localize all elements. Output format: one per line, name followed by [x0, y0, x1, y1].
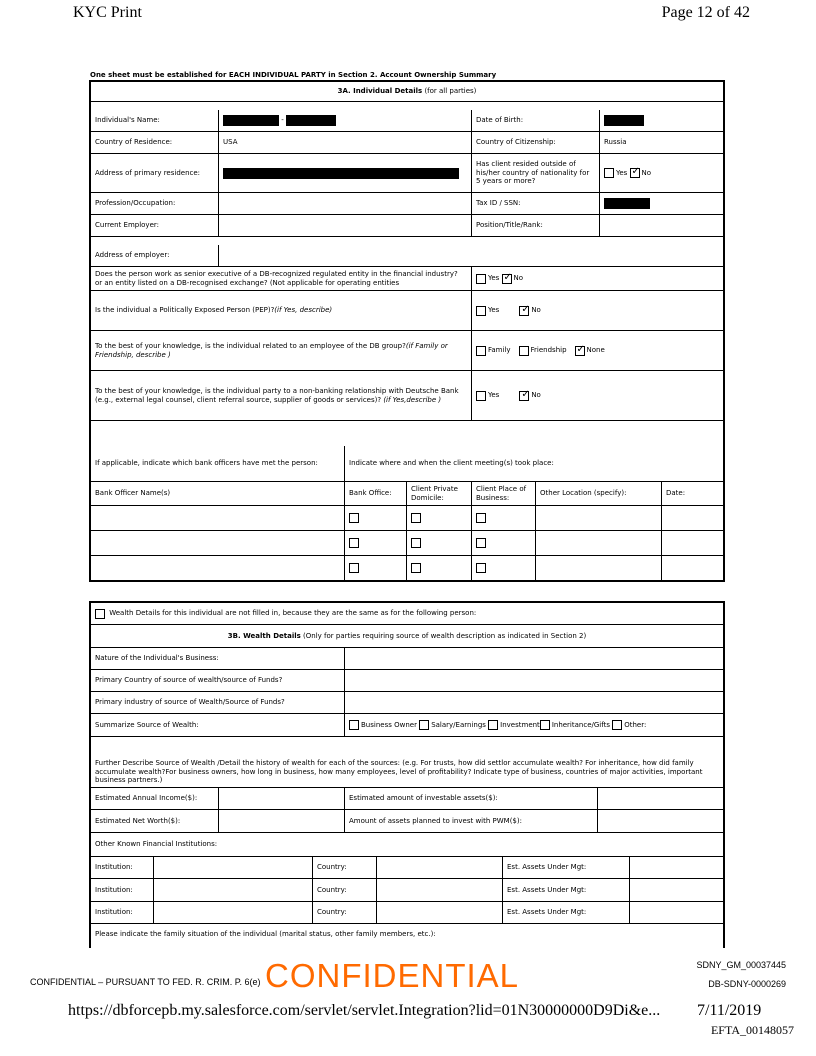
address-value — [218, 154, 471, 192]
confidential-notice: CONFIDENTIAL – PURSUANT TO FED. R. CRIM. P. 6(e) — [30, 977, 261, 987]
institution-label: Institution: — [95, 885, 133, 894]
nature-label: Nature of the Individual's Business: — [95, 654, 219, 663]
party-row — [91, 371, 723, 421]
outside-no-checkbox[interactable] — [630, 168, 640, 178]
employer-address-label: Address of employer: — [95, 251, 170, 260]
party-question-text: To the best of your knowledge, is the individual party to a non-banking relationship with Deutsche Bank (e.g., external legal counsel, client referral source, supplier of goods or services)? — [95, 386, 459, 404]
institution-value[interactable] — [153, 902, 312, 923]
print-header-title: KYC Print — [73, 4, 142, 21]
related-options — [471, 331, 723, 370]
none-label: None — [586, 346, 605, 355]
related-question — [91, 331, 471, 370]
col-client-domicile: Client Private Domicile: — [406, 482, 471, 505]
party-no-checkbox[interactable] — [519, 391, 529, 401]
assets-value[interactable] — [629, 879, 723, 901]
income-label: Estimated Annual Income($): — [95, 794, 198, 803]
profession-label: Profession/Occupation: — [95, 199, 176, 208]
outside-question: Has client resided outside of his/her country of nationality for 5 years or more? — [471, 154, 599, 192]
client-business-checkbox[interactable] — [476, 538, 486, 548]
country-label: Country: — [312, 857, 376, 878]
citizenship-value: Russia — [599, 132, 723, 153]
dob-value — [599, 110, 723, 131]
date-cell[interactable] — [661, 506, 723, 530]
meeting-row — [91, 556, 723, 580]
redaction-box — [604, 115, 644, 126]
officer-name-cell[interactable] — [91, 531, 344, 555]
taxid-label: Tax ID / SSN: — [471, 193, 599, 214]
related-none-checkbox[interactable] — [575, 346, 585, 356]
country-label: Country: — [312, 902, 376, 923]
family-label: Family — [488, 346, 511, 355]
planned-value[interactable] — [597, 810, 723, 832]
family-row — [91, 924, 723, 944]
client-domicile-checkbox[interactable] — [411, 513, 421, 523]
source-industry-row — [91, 692, 723, 714]
institution-value[interactable] — [153, 857, 312, 878]
yes-label: Yes — [488, 391, 500, 400]
citizenship-label: Country of Citizenship: — [471, 132, 599, 153]
officers-label: If applicable, indicate which bank officers have met the person: — [95, 459, 318, 468]
meeting-row — [91, 531, 723, 556]
assets-label: Est. Assets Under Mgt: — [502, 879, 629, 901]
pep-question — [91, 291, 471, 330]
institution-row — [91, 857, 723, 879]
related-question-hint: (if Family or Friendship, describe ) — [95, 341, 448, 359]
date-cell[interactable] — [661, 531, 723, 555]
profession-value — [218, 193, 471, 214]
investment-checkbox[interactable] — [488, 720, 498, 730]
name-label: Individual's Name: — [95, 116, 160, 125]
related-friendship-checkbox[interactable] — [519, 346, 529, 356]
col-date: Date: — [661, 482, 723, 505]
page-number: Page 12 of 42 — [661, 4, 750, 21]
redaction-box — [604, 198, 650, 209]
no-label: No — [513, 274, 524, 283]
pep-row — [91, 291, 723, 331]
bates-number: SDNY_GM_00037445 — [696, 960, 786, 970]
residence-label: Country of Residence: — [95, 138, 173, 147]
print-date: 7/11/2019 — [697, 1002, 762, 1019]
instruction-note: One sheet must be established for EACH INDIVIDUAL PARTY in Section 2. Account Ownership Summary — [90, 71, 497, 79]
assets-label: Est. Assets Under Mgt: — [502, 857, 629, 878]
meeting-label: Indicate where and when the client meeting(s) took place: — [344, 446, 723, 481]
client-domicile-checkbox[interactable] — [411, 563, 421, 573]
networth-row — [91, 810, 723, 833]
source-country-row — [91, 670, 723, 692]
other-checkbox[interactable] — [612, 720, 622, 730]
business-owner-checkbox[interactable] — [349, 720, 359, 730]
col-officer-name: Bank Officer Name(s) — [95, 489, 171, 498]
outside-options — [599, 154, 723, 192]
country-value[interactable] — [376, 879, 502, 901]
client-domicile-checkbox[interactable] — [411, 538, 421, 548]
institution-row — [91, 902, 723, 924]
meeting-header-row — [91, 446, 723, 482]
assets-value[interactable] — [629, 857, 723, 878]
redaction-box — [223, 168, 459, 179]
section-3b-title: 3B. Wealth Details — [227, 631, 301, 640]
bank-office-checkbox[interactable] — [349, 538, 359, 548]
salary-label: Salary/Earnings — [431, 720, 486, 729]
name-value — [218, 110, 471, 131]
senior-no-checkbox[interactable] — [502, 274, 512, 284]
no-label: No — [531, 391, 541, 400]
name-row — [91, 110, 723, 132]
address-label: Address of primary residence: — [95, 168, 201, 177]
officer-name-cell[interactable] — [91, 506, 344, 530]
institution-row — [91, 879, 723, 902]
party-yes-checkbox[interactable] — [476, 391, 486, 401]
friendship-label: Friendship — [530, 346, 567, 355]
pep-question-text: Is the individual a Politically Exposed Person (PEP)? — [95, 306, 275, 315]
country-value[interactable] — [376, 902, 502, 923]
employer-row — [91, 215, 723, 237]
taxid-value — [599, 193, 723, 214]
date-cell[interactable] — [661, 556, 723, 580]
section-3b-title-row — [91, 625, 723, 648]
profession-row — [91, 193, 723, 215]
nature-value[interactable] — [344, 648, 723, 669]
other-label: Other: — [624, 720, 647, 729]
residence-row — [91, 132, 723, 154]
other-fi-label: Other Known Financial Institutions: — [95, 840, 218, 849]
party-question — [91, 371, 471, 420]
source-country-label: Primary Country of source of wealth/source of Funds? — [95, 676, 283, 685]
party-question-hint: (if Yes,describe ) — [383, 395, 442, 404]
same-as-row — [91, 603, 723, 625]
assets-label: Est. Assets Under Mgt: — [502, 902, 629, 923]
investable-label: Estimated amount of investable assets($): — [344, 788, 597, 809]
summarize-label: Summarize Source of Wealth: — [95, 720, 199, 729]
client-business-checkbox[interactable] — [476, 563, 486, 573]
country-label: Country: — [312, 879, 376, 901]
pep-options — [471, 291, 723, 330]
section-3b — [89, 601, 725, 948]
print-url: https://dbforcepb.my.salesforce.com/servlet/servlet.Integration?lid=01N30000000D9Di&e... — [68, 1002, 661, 1019]
source-country-value[interactable] — [344, 670, 723, 691]
source-industry-value[interactable] — [344, 692, 723, 713]
bank-office-checkbox[interactable] — [349, 513, 359, 523]
col-client-business: Client Place of Business: — [471, 482, 535, 505]
related-row — [91, 331, 723, 371]
confidential-stamp: CONFIDENTIAL — [265, 957, 520, 994]
family-label: Please indicate the family situation of the individual (marital status, other family members, etc.): — [95, 929, 436, 938]
bank-office-checkbox[interactable] — [349, 563, 359, 573]
employer-value — [218, 215, 471, 236]
other-location-cell[interactable] — [535, 556, 661, 580]
other-location-cell[interactable] — [535, 531, 661, 555]
section-3a-title-row — [91, 82, 723, 102]
party-options — [471, 371, 723, 420]
section-3a-title: 3A. Individual Details — [337, 87, 423, 96]
related-family-checkbox[interactable] — [476, 346, 486, 356]
yes-label: Yes — [488, 306, 500, 315]
position-label: Position/Title/Rank: — [471, 215, 599, 236]
planned-label: Amount of assets planned to invest with PWM($): — [344, 810, 597, 832]
outside-yes-checkbox[interactable] — [604, 168, 614, 178]
nature-row — [91, 648, 723, 670]
yes-label: Yes — [616, 168, 628, 177]
inheritance-checkbox[interactable] — [540, 720, 550, 730]
no-label: No — [531, 306, 541, 315]
no-label: No — [641, 168, 652, 177]
section-3b-subtitle: (Only for parties requiring source of wealth description as indicated in Section 2) — [303, 631, 587, 640]
institution-label: Institution: — [95, 863, 133, 872]
senior-exec-row — [91, 267, 723, 291]
officer-name-cell[interactable] — [91, 556, 344, 580]
dob-label: Date of Birth: — [471, 110, 599, 131]
institution-value[interactable] — [153, 879, 312, 901]
inheritance-label: Inheritance/Gifts — [551, 720, 610, 729]
related-question-text: To the best of your knowledge, is the individual related to an employee of the DB group? — [95, 341, 406, 350]
other-location-cell[interactable] — [535, 506, 661, 530]
yes-label: Yes — [488, 274, 500, 283]
income-value[interactable] — [218, 788, 344, 809]
col-bank-office: Bank Office: — [344, 482, 406, 505]
senior-yes-checkbox[interactable] — [476, 274, 486, 284]
senior-exec-question: Does the person work as senior executive of a DB-recognized regulated entity in the financial industry? or an entity listed on a DB-recognised exchange? (Not applicable for operating entities — [95, 269, 458, 287]
further-row — [91, 737, 723, 788]
pep-question-hint: (if Yes, describe) — [274, 306, 333, 315]
investable-value[interactable] — [597, 788, 723, 809]
networth-value[interactable] — [218, 810, 344, 832]
section-3a — [89, 80, 725, 582]
position-value — [599, 215, 723, 236]
country-value[interactable] — [376, 857, 502, 878]
summarize-options — [344, 714, 723, 736]
summarize-row — [91, 714, 723, 737]
business-owner-label: Business Owner — [361, 720, 417, 729]
pep-yes-checkbox[interactable] — [476, 306, 486, 316]
bates-number-db: DB-SDNY-0000269 — [708, 979, 786, 989]
address-row — [91, 154, 723, 193]
efta-number: EFTA_00148057 — [710, 1023, 794, 1037]
source-industry-label: Primary industry of source of Wealth/Source of Funds? — [95, 698, 285, 707]
salary-checkbox[interactable] — [419, 720, 429, 730]
col-other-location: Other Location (specify): — [535, 482, 661, 505]
same-as-label: Wealth Details for this individual are not filled in, because they are the same as for the following person: — [109, 609, 477, 618]
residence-value: USA — [218, 132, 471, 153]
client-business-checkbox[interactable] — [476, 513, 486, 523]
further-description: Further Describe Source of Wealth /Detail the history of wealth for each of the sources: (e.g. For trusts, how did settlor accumulate wealth? For inheritance, how did family accumulate wealth?For business owners, how long in business, how many employees, level of profitability? Indicate type of business, countries of major activities, important business partners.) — [95, 758, 703, 785]
name-separator: - — [281, 116, 284, 125]
redaction-box — [286, 115, 336, 126]
income-row — [91, 788, 723, 810]
networth-label: Estimated Net Worth($): — [95, 816, 181, 825]
section-3a-subtitle: (for all parties) — [424, 87, 477, 96]
employer-label: Current Employer: — [95, 221, 159, 230]
meeting-row — [91, 506, 723, 531]
meeting-columns-row — [91, 482, 723, 506]
assets-value[interactable] — [629, 902, 723, 923]
same-as-checkbox[interactable] — [95, 609, 105, 619]
other-fi-row — [91, 833, 723, 857]
redaction-box — [223, 115, 279, 126]
institution-label: Institution: — [95, 908, 133, 917]
employer-address-value — [218, 245, 723, 266]
pep-no-checkbox[interactable] — [519, 306, 529, 316]
investment-label: Investment — [500, 720, 540, 729]
employer-address-row — [91, 245, 723, 267]
senior-exec-options — [471, 267, 723, 290]
